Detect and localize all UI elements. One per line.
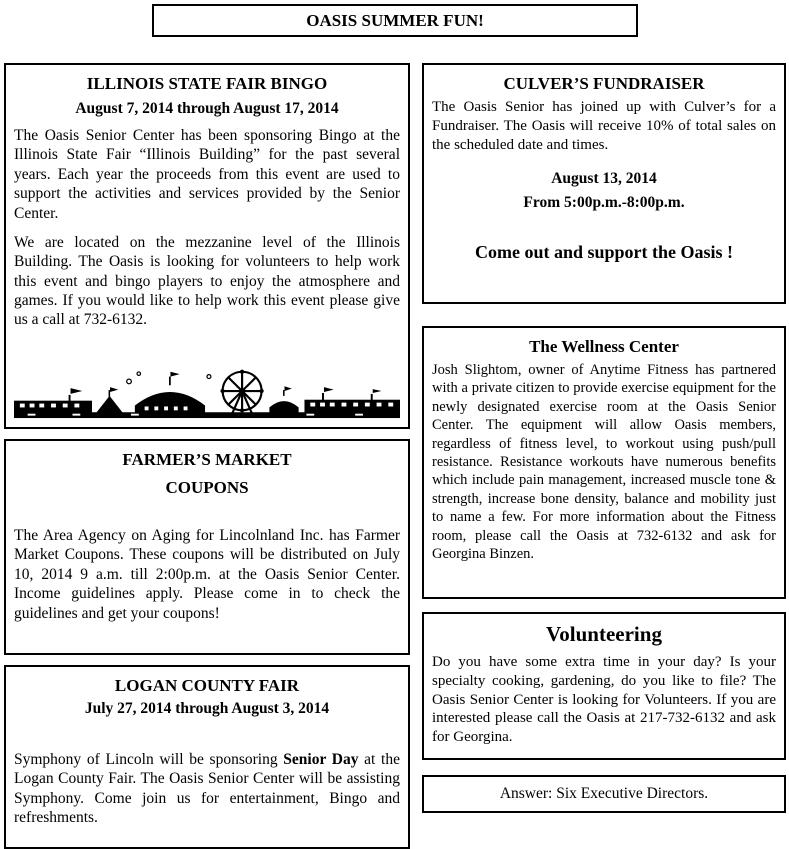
logan-paragraph-end: at the Logan County Fair. The Oasis Senior Center will be assisting Symphony. Come join us for entertainment, Bingo and refreshments.: [14, 751, 400, 827]
columns: [4, 63, 786, 849]
logan-dates: July 27, 2014 through August 3, 2014: [84, 700, 330, 717]
logan-paragraph-start: Symphony of Lincoln will be sponsoring: [14, 751, 284, 768]
volunteering-title: Volunteering: [546, 622, 662, 646]
banner-title: OASIS SUMMER FUN!: [306, 11, 484, 30]
culvers-paragraph: The Oasis Senior has joined up with Culver’s for a Fundraiser. The Oasis will receive 10% of total sales on the scheduled date and times.: [432, 99, 776, 153]
farmers-market-paragraph: The Area Agency on Aging for Lincolnland Inc. has Farmer Market Coupons. These coupons will be distributed on July 10, 2014 9 a.m. till 2:00p.m. at the Oasis Senior Center. Income guidelines apply. Please come in to check the guidelines and get your coupons!: [14, 527, 400, 622]
culvers-fundraiser-section: [422, 63, 786, 304]
wellness-center-section: [422, 326, 786, 599]
wellness-title: The Wellness Center: [529, 337, 679, 356]
culvers-call-to-action: Come out and support the Oasis !: [474, 242, 734, 263]
logan-county-fair-section: [4, 665, 410, 849]
culvers-time: From 5:00p.m.-8:00p.m.: [523, 194, 685, 212]
bingo-paragraph-2: We are located on the mezzanine level of the Illinois Building. The Oasis is looking for volunteers to help work this event and bingo players to enjoy the atmosphere and games. If you would like to help work this event please give us a call at 732-6132.: [14, 233, 400, 329]
logan-title: LOGAN COUNTY FAIR: [114, 676, 300, 695]
bingo-dates: August 7, 2014 through August 17, 2014: [75, 100, 339, 117]
wellness-paragraph: Josh Slightom, owner of Anytime Fitness has partnered with a private citizen to provide exercise equipment for the newly designated exercise room at the Oasis Senior Center. The equipment will allow Oasis members, regardless of fitness level, to workout using push/pull resistance. Resistance workouts have numerous benefits which include pain management, increased muscle tone & strength, increase bone density, balance and mobility just to name a few. For more information about the Fitness room, please call the Oasis at 732-6132 and ask for Georgina Binzen.: [432, 362, 776, 563]
volunteering-paragraph: Do you have some extra time in your day? Is your specialty cooking, gardening, do you like to file? The Oasis Senior Center is looking for Volunteers. If you are interested please call the Oasis at 217-732-6132 and ask for Georgina.: [432, 654, 776, 745]
answer-text: Answer: Six Executive Directors.: [499, 785, 709, 802]
right-column: [422, 63, 786, 813]
culvers-date: August 13, 2014: [551, 170, 657, 188]
fairgrounds-silhouette-image: [14, 365, 400, 419]
volunteering-section: [422, 612, 786, 760]
left-column: [4, 63, 410, 849]
bingo-paragraph-1: The Oasis Senior Center has been sponsoring Bingo at the Illinois State Fair “Illinois Building” for the past several years. Each year the proceeds from this event are used to support the activities and services provided by the Senior Center.: [14, 127, 400, 222]
culvers-title: CULVER’S FUNDRAISER: [503, 74, 705, 93]
banner: [152, 4, 638, 37]
farmers-market-section: [4, 439, 410, 655]
logan-paragraph-bold: Senior Day: [283, 751, 359, 768]
bingo-title: ILLINOIS STATE FAIR BINGO: [86, 74, 328, 93]
farmers-market-title-line1: FARMER’S MARKET: [122, 450, 292, 469]
answer-section: [422, 775, 786, 813]
bingo-section: [4, 63, 410, 429]
farmers-market-title-line2: COUPONS: [165, 478, 249, 497]
logan-paragraph: [14, 750, 400, 828]
